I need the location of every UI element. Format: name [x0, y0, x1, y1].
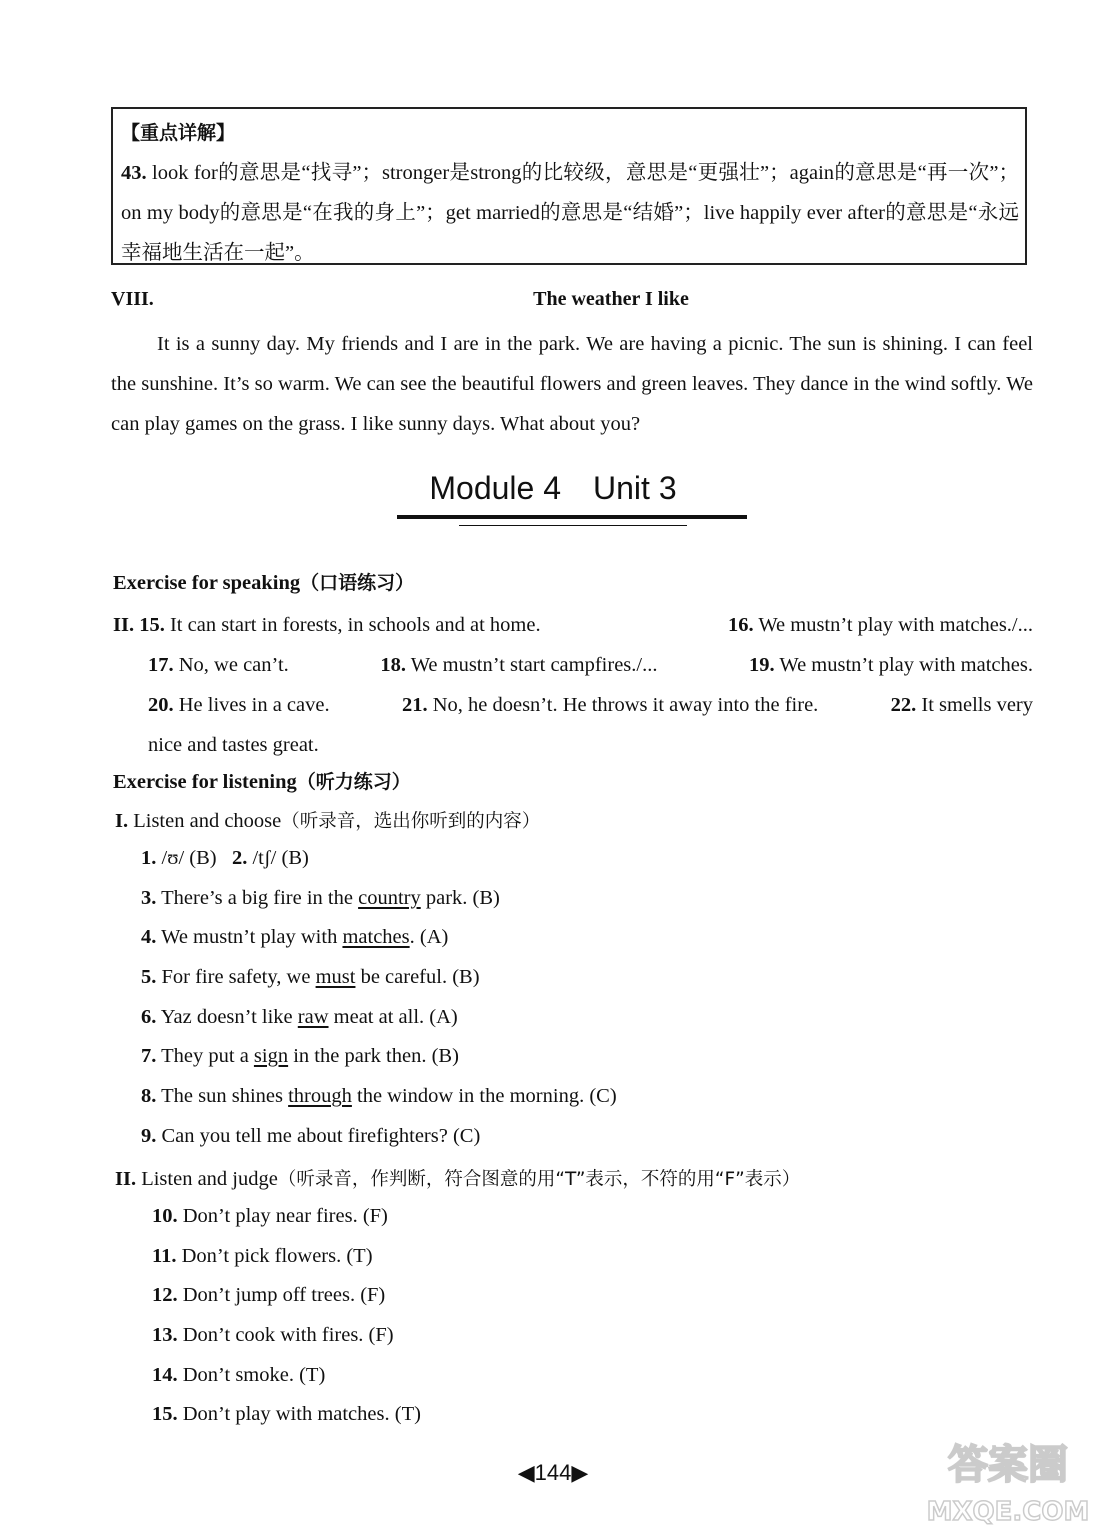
list-item: 9. Can you tell me about firefighters? (C) — [141, 1125, 481, 1147]
module-name: Module 4 — [429, 470, 562, 506]
note-title: 【重点详解】 — [121, 122, 236, 144]
listening-heading: Exercise for listening（听力练习） — [113, 771, 411, 793]
module-heading — [0, 470, 1106, 507]
note-number: 43. — [121, 162, 147, 184]
note-text — [121, 153, 1019, 273]
list-item: 1. /ʊ/ (B) 2. /tʃ/ (B) — [141, 847, 309, 869]
heading-underline-thick — [397, 515, 747, 519]
svg-text:MXQE.COM: MXQE.COM — [926, 1497, 1090, 1527]
section-label-viii: VIII. — [111, 288, 154, 310]
svg-text:答案圈: 答案圈 — [948, 1442, 1068, 1488]
list-item: 5. For fire safety, we must be careful. (B) — [141, 966, 480, 988]
list-item: 13. Don’t cook with fires. (F) — [152, 1324, 394, 1346]
list-item: 6. Yaz doesn’t like raw meat at all. (A) — [141, 1006, 458, 1028]
note-body: look for的意思是“找寻”；stronger是strong的比较级，意思是“更强壮”；again的意思是“再一次”；on my body的意思是“在我的身上”；get married的意思是“结婚”；live happily ever after的意思是“永远幸福地生活在一起”。 — [121, 162, 1019, 264]
list-item: 15. Don’t play with matches. (T) — [152, 1403, 421, 1425]
listen-choose-title: I. Listen and choose（听录音，选出你听到的内容） — [115, 810, 541, 832]
essay-title: The weather I like — [533, 288, 689, 310]
watermark-logo — [920, 1430, 1096, 1530]
speaking-answers — [113, 605, 1033, 765]
list-item: 10. Don’t play near fires. (F) — [152, 1205, 388, 1227]
listen-judge-title: II. Listen and judge（听录音，作判断，符合图意的用“T”表示，不符的用“F”表示） — [115, 1168, 801, 1190]
answer-row: nice and tastes great. — [148, 734, 319, 756]
list-item: 12. Don’t jump off trees. (F) — [152, 1284, 386, 1306]
list-item: 4. We mustn’t play with matches. (A) — [141, 926, 449, 948]
page-number: ◀144▶ — [517, 1460, 589, 1485]
list-item: 14. Don’t smoke. (T) — [152, 1364, 326, 1386]
heading-underline-thin — [459, 525, 687, 526]
answer-row: 20. He lives in a cave. 21. No, he doesn’t. He throws it away into the fire. 22. It smells very — [148, 694, 1033, 716]
answer-row: II. 15. It can start in forests, in schools and at home. 16. We mustn’t play with matches./... — [113, 614, 1033, 636]
unit-name: Unit 3 — [593, 470, 677, 506]
list-item: 3. There’s a big fire in the country park. (B) — [141, 887, 500, 909]
list-item: 11. Don’t pick flowers. (T) — [152, 1245, 373, 1267]
key-explanation-box — [111, 107, 1027, 265]
list-item: 7. They put a sign in the park then. (B) — [141, 1045, 459, 1067]
list-item: 8. The sun shines through the window in the morning. (C) — [141, 1085, 617, 1107]
answer-row: 17. No, we can’t. 18. We mustn’t start campfires./... 19. We mustn’t play with matches. — [148, 654, 1033, 676]
speaking-heading: Exercise for speaking（口语练习） — [113, 572, 415, 594]
essay-body: It is a sunny day. My friends and I are in the park. We are having a picnic. The sun is shining. I can feel the sunshine. It’s so warm. We can see the beautiful flowers and green leaves. They dance in the wind softly. We can play games on the grass. I like sunny days. What about you? — [111, 333, 1033, 435]
